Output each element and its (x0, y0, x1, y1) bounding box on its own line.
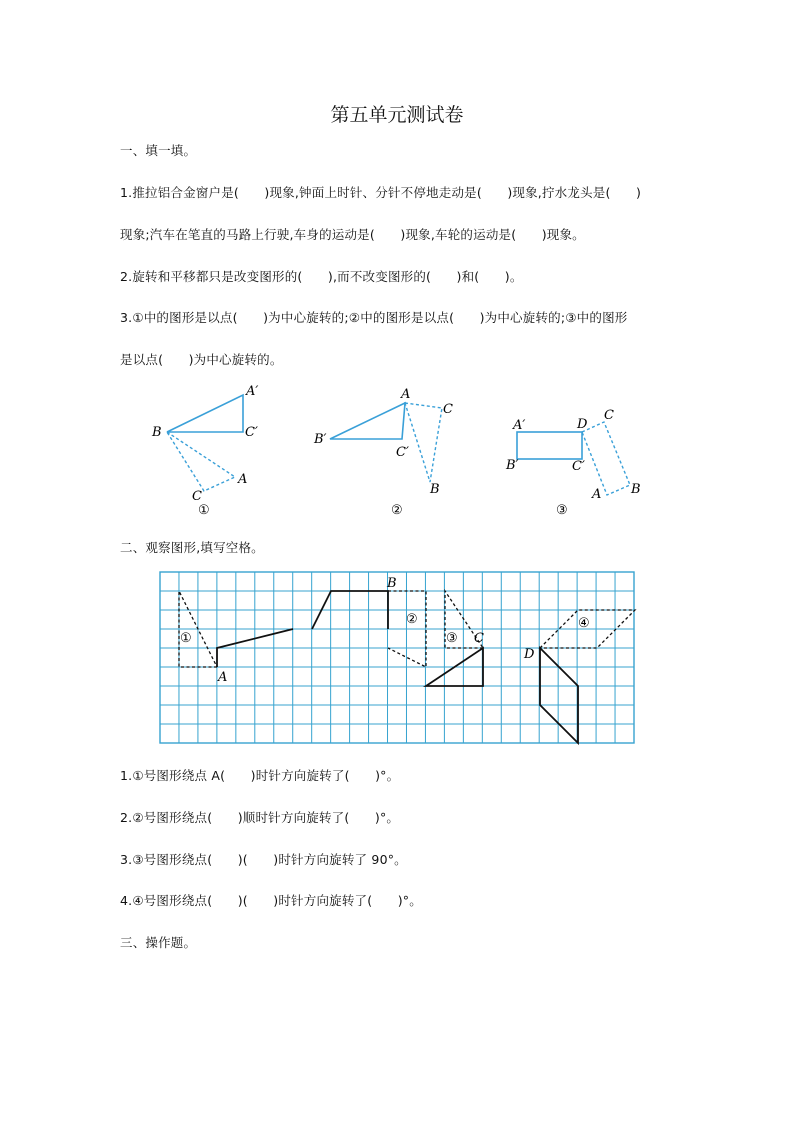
section-2-heading: 二、观察图形,填写空格。 (120, 540, 264, 555)
fig3-label-b-prime: B′ (506, 458, 519, 473)
fig3-label-c: C (604, 408, 614, 423)
question-2-4: 4.④号图形绕点( )( )时针方向旋转了( )°。 (120, 893, 422, 908)
figure-3 (505, 408, 641, 518)
question-1-3-line-1: 3.①中的图形是以点( )为中心旋转的;②中的图形是以点( )为中心旋转的;③中的图形 (120, 310, 628, 325)
fig1-label-a-prime: A′ (246, 384, 259, 399)
grid-label-c: C (474, 631, 484, 646)
fig1-label-c-prime: C′ (245, 425, 258, 440)
fig2-label-c: C (443, 402, 453, 417)
fig1-label-b: B (152, 425, 162, 440)
question-1-2: 2.旋转和平移都只是改变图形的( ),而不改变图形的( )和( )。 (120, 269, 523, 284)
fig1-label-c: C (192, 489, 202, 504)
page-title: 第五单元测试卷 (330, 104, 464, 126)
question-1-1-line-2: 现象;汽车在笔直的马路上行驶,车身的运动是( )现象,车轮的运动是( )现象。 (120, 227, 585, 242)
fig3-label-b: B (631, 482, 641, 497)
fig2-label-c-prime: C′ (396, 445, 409, 460)
fig2-number: ② (391, 503, 403, 518)
fig1-label-a: A (238, 472, 248, 487)
grid-label-b: B (387, 576, 397, 591)
fig3-label-c-prime: C′ (572, 459, 585, 474)
section-3-heading: 三、操作题。 (120, 935, 197, 950)
fig2-label-b: B (430, 482, 440, 497)
fig3-label-a: A (592, 487, 602, 502)
grid-number-3: ③ (446, 631, 458, 646)
shape-4 (523, 610, 635, 743)
fig3-label-d: D (577, 417, 588, 432)
grid-label-d: D (524, 647, 535, 662)
grid-number-2: ② (406, 612, 418, 627)
fig3-label-a-prime: A′ (513, 418, 526, 433)
question-1-3-line-2: 是以点( )为中心旋转的。 (120, 352, 283, 367)
fig3-number: ③ (556, 503, 568, 518)
grid-figure (0, 560, 794, 755)
fig1-number: ① (198, 503, 210, 518)
figure-1 (151, 384, 258, 518)
section-1-heading: 一、填一填。 (120, 143, 197, 158)
grid-lines (160, 572, 634, 743)
shape-3 (426, 591, 484, 686)
question-2-3: 3.③号图形绕点( )( )时针方向旋转了 90°。 (120, 852, 407, 867)
grid-label-a: A (218, 670, 228, 685)
question-1-1-line-1: 1.推拉铝合金窗户是( )现象,钟面上时针、分针不停地走动是( )现象,拧水龙头是( ) (120, 185, 642, 200)
grid-number-4: ④ (578, 616, 590, 631)
question-2-1: 1.①号图形绕点 A( )时针方向旋转了( )°。 (120, 768, 400, 783)
question-2-2: 2.②号图形绕点( )顺时针方向旋转了( )°。 (120, 810, 400, 825)
grid-number-1: ① (180, 631, 192, 646)
fig2-label-b-prime: B′ (314, 432, 327, 447)
fig2-label-a: A (401, 387, 411, 402)
figure-2 (313, 387, 453, 518)
rotation-figures (0, 378, 794, 520)
